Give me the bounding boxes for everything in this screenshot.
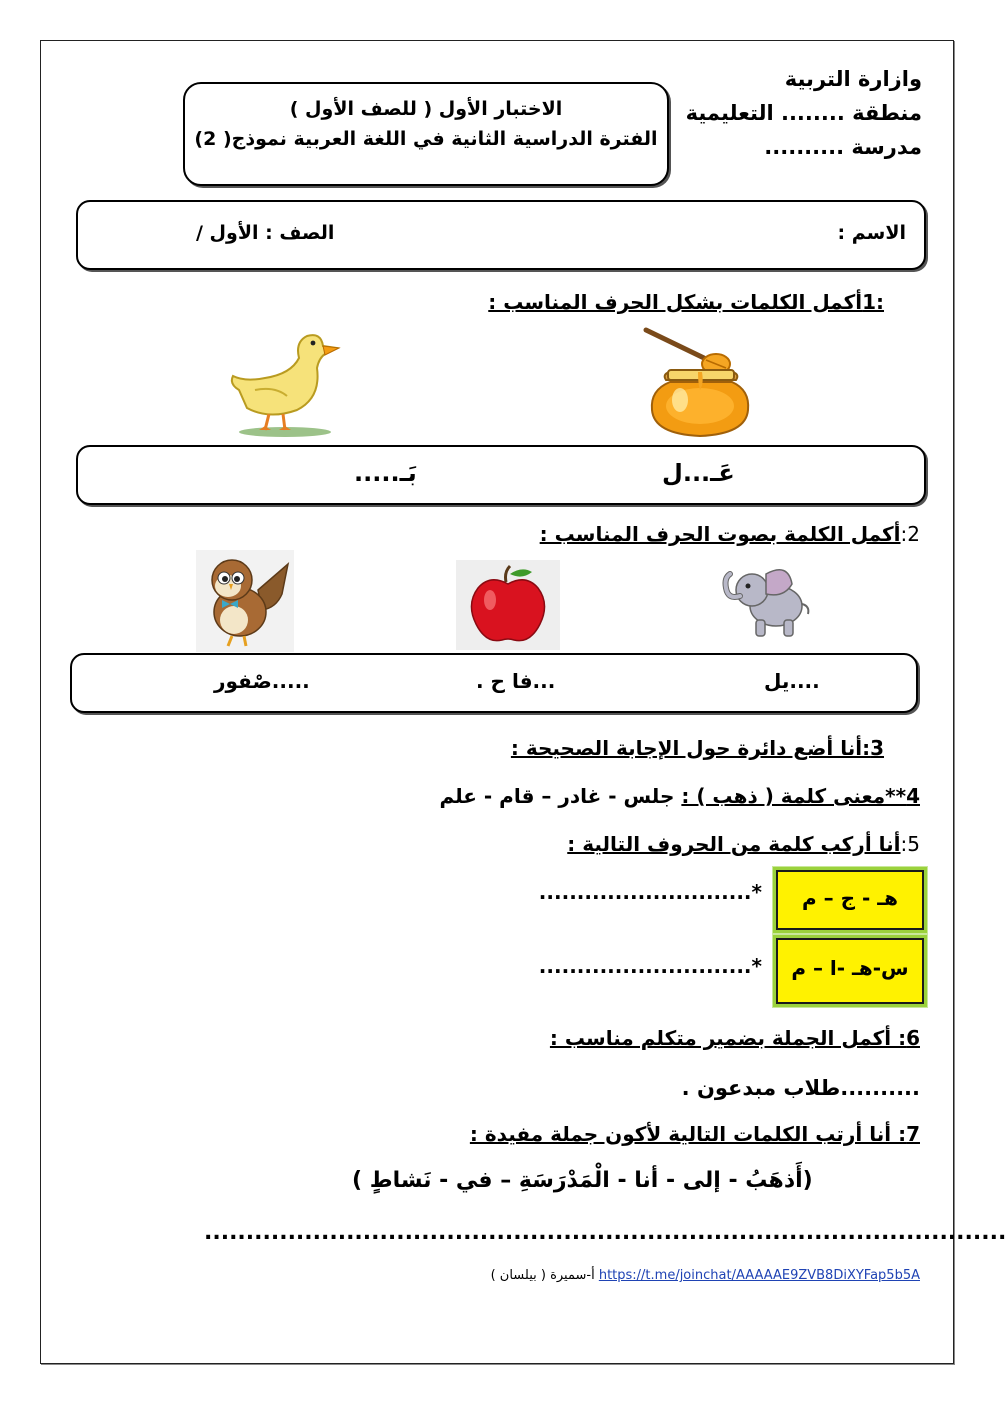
q6-sentence[interactable]: ..........طلاب مبدعون . bbox=[681, 1076, 920, 1100]
q5-number: 5: bbox=[900, 832, 920, 856]
honey-jar-icon bbox=[636, 324, 756, 442]
school-info bbox=[686, 62, 922, 164]
q7-title: 7: أنا أرتب الكلمات التالية لأكون جملة مفيدة : bbox=[469, 1122, 920, 1146]
elephant-icon bbox=[722, 560, 814, 644]
q5-letters-box-2 bbox=[776, 938, 924, 1004]
q1-word-honey[interactable]: عَـ...ل bbox=[662, 459, 735, 487]
apple-icon bbox=[456, 560, 560, 650]
q5-answer-2[interactable]: *............................ bbox=[538, 954, 762, 978]
q4-options: جلس - غادر – قام - علم bbox=[439, 784, 675, 808]
q5-letters-box-1 bbox=[776, 870, 924, 930]
name-label: الاسم : bbox=[837, 222, 906, 244]
footer-author: أ-سميرة ( بيلسان ) bbox=[490, 1268, 595, 1283]
footer bbox=[491, 1268, 920, 1283]
title-line-1: الاختبار الأول ( للصف الأول ) bbox=[289, 98, 563, 120]
q3-title: 3:أنا أضع دائرة حول الإجابة الصحيحة : bbox=[510, 736, 884, 760]
q1-answer-box bbox=[76, 445, 926, 505]
school-label: مدرسة .......... bbox=[764, 135, 922, 159]
q2-answer-box bbox=[70, 653, 918, 713]
duck-icon bbox=[225, 328, 341, 438]
q6-title: 6: أكمل الجملة بضمير متكلم مناسب : bbox=[549, 1026, 920, 1050]
q2-word-sparrow[interactable]: .....صْفور bbox=[214, 669, 310, 693]
q2-heading bbox=[540, 522, 920, 546]
q7-answer-line[interactable]: ................................................................................................ bbox=[204, 1220, 1006, 1245]
q5-letters-1: هـ - ج – م bbox=[802, 886, 898, 910]
q2-word-elephant[interactable]: ....يل bbox=[764, 669, 820, 693]
q1-title: :1أكمل الكلمات بشكل الحرف المناسب : bbox=[488, 290, 884, 314]
q1-word-duck[interactable]: بَـ..... bbox=[354, 459, 417, 487]
student-name-box bbox=[76, 200, 926, 270]
title-box bbox=[183, 82, 669, 186]
footer-link[interactable]: https://t.me/joinchat/AAAAAE9ZVB8DiXYFap5b5A bbox=[598, 1268, 920, 1283]
title-line-2: الفترة الدراسية الثانية في اللغة العربية نموذج( 2) bbox=[194, 128, 658, 150]
q4-title: 4**معنى كلمة ( ذهب ) : bbox=[681, 784, 920, 808]
q4-line bbox=[439, 784, 920, 808]
q2-title: أكمل الكلمة بصوت الحرف المناسب : bbox=[539, 522, 901, 546]
q2-word-apple[interactable]: ...فا ح . bbox=[476, 669, 556, 693]
q2-number: 2: bbox=[900, 522, 920, 546]
q5-title: أنا أركب كلمة من الحروف التالية : bbox=[567, 832, 901, 856]
ministry-label: وازارة التربية bbox=[784, 67, 922, 91]
class-label: الصف : الأول / bbox=[196, 222, 335, 244]
region-label: منطقة ........ التعليمية bbox=[685, 101, 922, 125]
q5-answer-1[interactable]: *............................ bbox=[538, 880, 762, 904]
q5-heading bbox=[567, 832, 920, 856]
q7-words: (أَذهَبُ - إلى - أنا - الْمَدْرَسَةِ – في - نَشاطٍ ) bbox=[352, 1168, 813, 1193]
sparrow-icon bbox=[196, 550, 294, 652]
q5-letters-2: س-هـ -ا – م bbox=[791, 956, 909, 980]
